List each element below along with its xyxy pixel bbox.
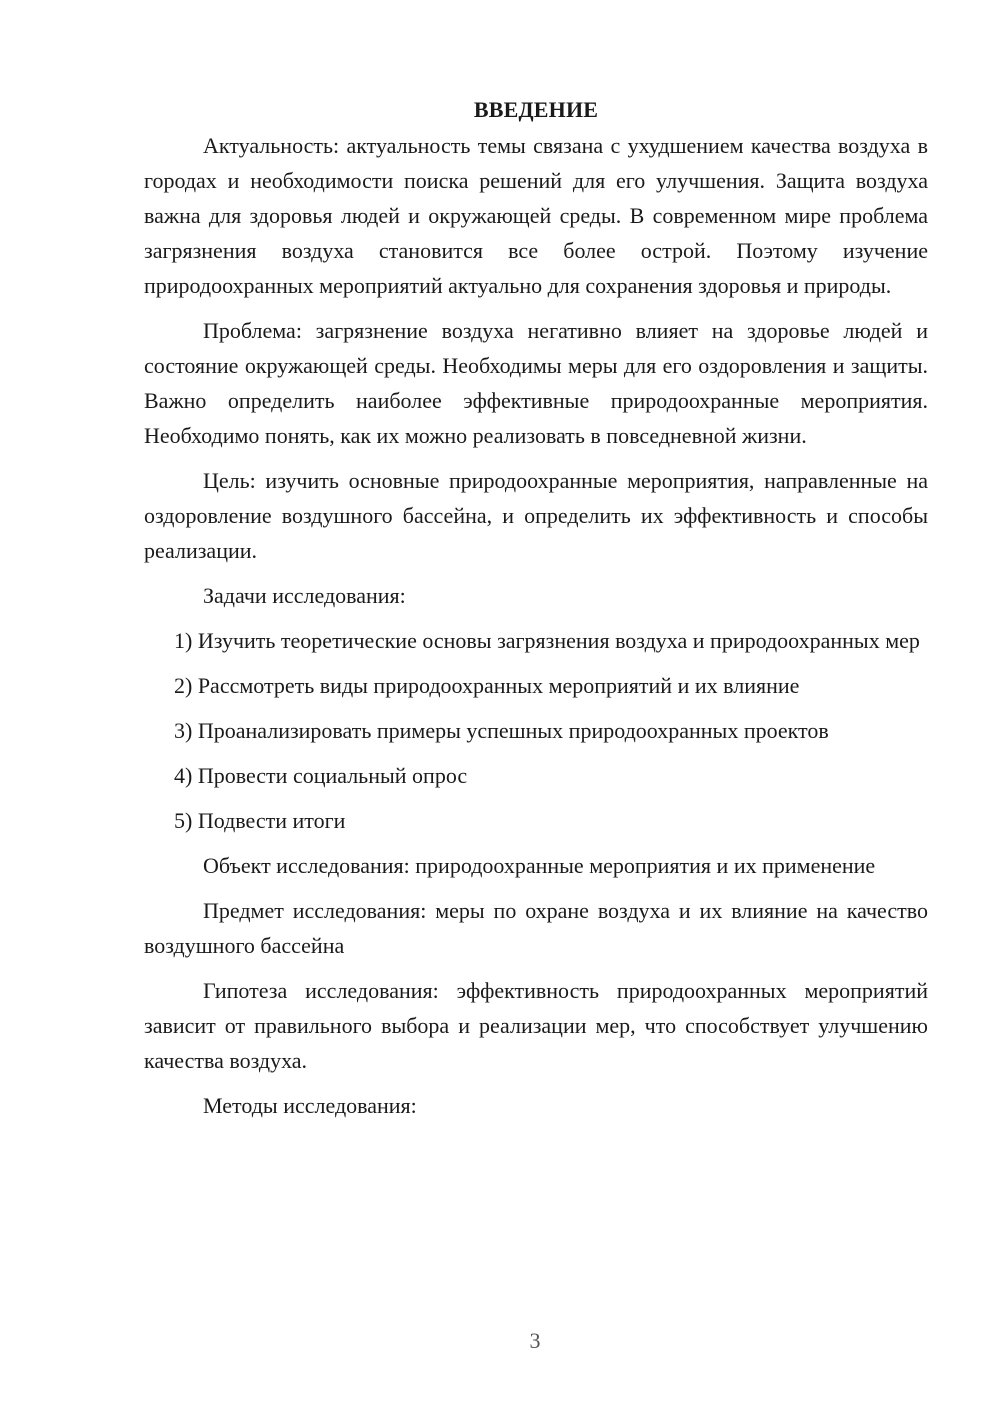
object-paragraph: Объект исследования: природоохранные мероприятия и их применение xyxy=(203,853,876,878)
relevance-paragraph: Актуальность: актуальность темы связана с ухудшением качества воздуха в городах и необходимости поиска решений для его улучшения. Защита воздуха важна для здоровья людей и окружающей среды. В современном мире проблема загрязнения воздуха становится все более острой. Поэтому изучение природоохранных мероприятий актуально для сохранения здоровья и природы. xyxy=(144,133,928,298)
subject-paragraph: Предмет исследования: меры по охране воздуха и их влияние на качество воздушного бассейна xyxy=(144,898,928,958)
methods-heading: Методы исследования: xyxy=(203,1093,417,1118)
document-page xyxy=(144,92,928,1133)
problem-paragraph: Проблема: загрязнение воздуха негативно влияет на здоровье людей и состояние окружающей среды. Необходимы меры для его оздоровления и защиты. Важно определить наиболее эффективные природоохранные мероприятия. Необходимо понять, как их можно реализовать в повседневной жизни. xyxy=(144,318,928,448)
section-title: ВВЕДЕНИЕ xyxy=(473,97,599,122)
goal-paragraph: Цель: изучить основные природоохранные мероприятия, направленные на оздоровление воздушного бассейна, и определить их эффективность и способы реализации. xyxy=(144,468,928,563)
task-item-2: 2) Рассмотреть виды природоохранных мероприятий и их влияние xyxy=(174,673,800,698)
task-item-4: 4) Провести социальный опрос xyxy=(174,763,468,788)
hypothesis-paragraph: Гипотеза исследования: эффективность природоохранных мероприятий зависит от правильного выбора и реализации мер, что способствует улучшению качества воздуха. xyxy=(144,978,928,1073)
task-item-5: 5) Подвести итоги xyxy=(174,808,346,833)
tasks-heading: Задачи исследования: xyxy=(203,583,406,608)
task-item-3: 3) Проанализировать примеры успешных природоохранных проектов xyxy=(174,718,829,743)
task-item-1: 1) Изучить теоретические основы загрязнения воздуха и природоохранных мер xyxy=(174,628,920,653)
page-number: 3 xyxy=(529,1328,541,1353)
